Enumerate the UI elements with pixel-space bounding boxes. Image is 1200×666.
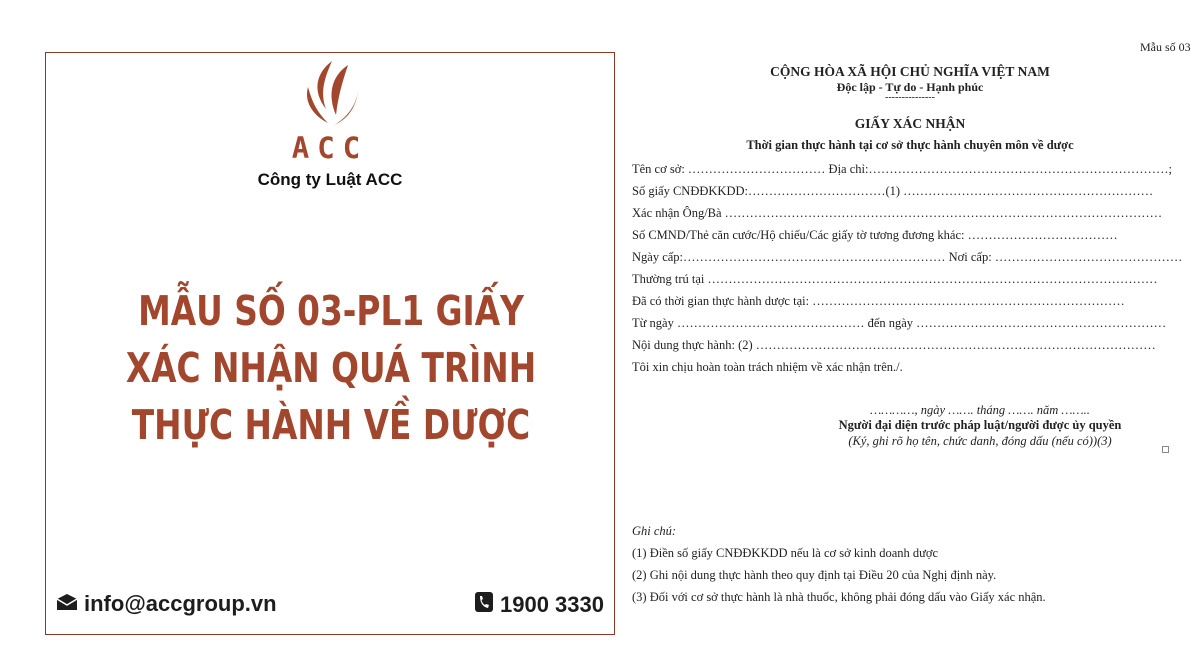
line-certificate: Số giấy CNĐĐKKDD:……………………………(1) …………………………………………………… bbox=[632, 184, 1154, 198]
headline-line-1: MẪU SỐ 03-PL1 GIẤY bbox=[138, 287, 524, 335]
form-subtitle: Thời gian thực hành tại cơ sở thực hành chuyên môn về dược bbox=[746, 138, 1074, 152]
signer-title: Người đại diện trước pháp luật/người được ủy quyền bbox=[838, 418, 1122, 432]
logo-text: ACC bbox=[291, 131, 369, 165]
phone-text: 1900 3330 bbox=[500, 592, 604, 617]
phone-icon bbox=[474, 591, 494, 619]
form-number: Mẫu số 03 bbox=[1140, 40, 1191, 54]
headline-line-2: XÁC NHẬN QUÁ TRÌNH bbox=[125, 344, 537, 392]
email-link[interactable] bbox=[56, 591, 277, 617]
sign-note: (Ký, ghi rõ họ tên, chức danh, đóng dấu (nếu có))(3) bbox=[848, 434, 1112, 448]
line-person: Xác nhận Ông/Bà …………………………………………………………………………………………… bbox=[632, 206, 1163, 220]
headline bbox=[119, 283, 543, 454]
notes-title: Ghi chú: bbox=[632, 524, 677, 538]
header-divider: --------------- bbox=[885, 92, 935, 103]
promo-card bbox=[45, 52, 615, 635]
line-date-range: Từ ngày ……………………………………… đến ngày …………………………………………………… bbox=[632, 316, 1167, 330]
line-commitment: Tôi xin chịu hoàn toàn trách nhiệm về xác nhận trên./. bbox=[632, 360, 903, 374]
motto: Độc lập - Tự do - Hạnh phúc bbox=[836, 80, 984, 94]
form-document bbox=[620, 36, 1200, 666]
line-id-number: Số CMND/Thẻ căn cước/Hộ chiếu/Các giấy tờ tương đương khác: ……………………………… bbox=[632, 228, 1118, 242]
national-title: CỘNG HÒA XÃ HỘI CHỦ NGHĨA VIỆT NAM bbox=[770, 64, 1050, 79]
phone-link[interactable] bbox=[474, 591, 604, 619]
date-line: …………, ngày ……. tháng ……. năm …….. bbox=[870, 403, 1090, 417]
line-practice-place: Đã có thời gian thực hành dược tại: ………………………………………………………………… bbox=[632, 294, 1125, 308]
note-2: (2) Ghi nội dung thực hành theo quy định tại Điều 20 của Nghị định này. bbox=[632, 568, 997, 582]
note-1: (1) Điền số giấy CNĐĐKKDD nếu là cơ sở kinh doanh dược bbox=[632, 546, 939, 560]
line-facility: Tên cơ sở: …………………………… Địa chỉ:………………………………………………………………; bbox=[632, 162, 1172, 176]
line-residence: Thường trú tại ……………………………………………………………………………………………… bbox=[632, 272, 1158, 286]
note-3: (3) Đối với cơ sở thực hành là nhà thuốc, không phải đóng dấu vào Giấy xác nhận. bbox=[632, 590, 1046, 604]
form-title: GIẤY XÁC NHẬN bbox=[854, 116, 966, 131]
line-issue-date: Ngày cấp:……………………………………………………… Nơi cấp: ……………………………………… bbox=[632, 250, 1183, 264]
email-text: info@accgroup.vn bbox=[84, 591, 277, 616]
small-checkbox-mark bbox=[1162, 446, 1169, 453]
mail-icon bbox=[56, 591, 78, 617]
company-name: Công ty Luật ACC bbox=[257, 170, 403, 189]
line-content: Nội dung thực hành: (2) …………………………………………………………………………………… bbox=[632, 338, 1156, 352]
headline-line-3: THỰC HÀNH VỀ DƯỢC bbox=[131, 401, 531, 449]
